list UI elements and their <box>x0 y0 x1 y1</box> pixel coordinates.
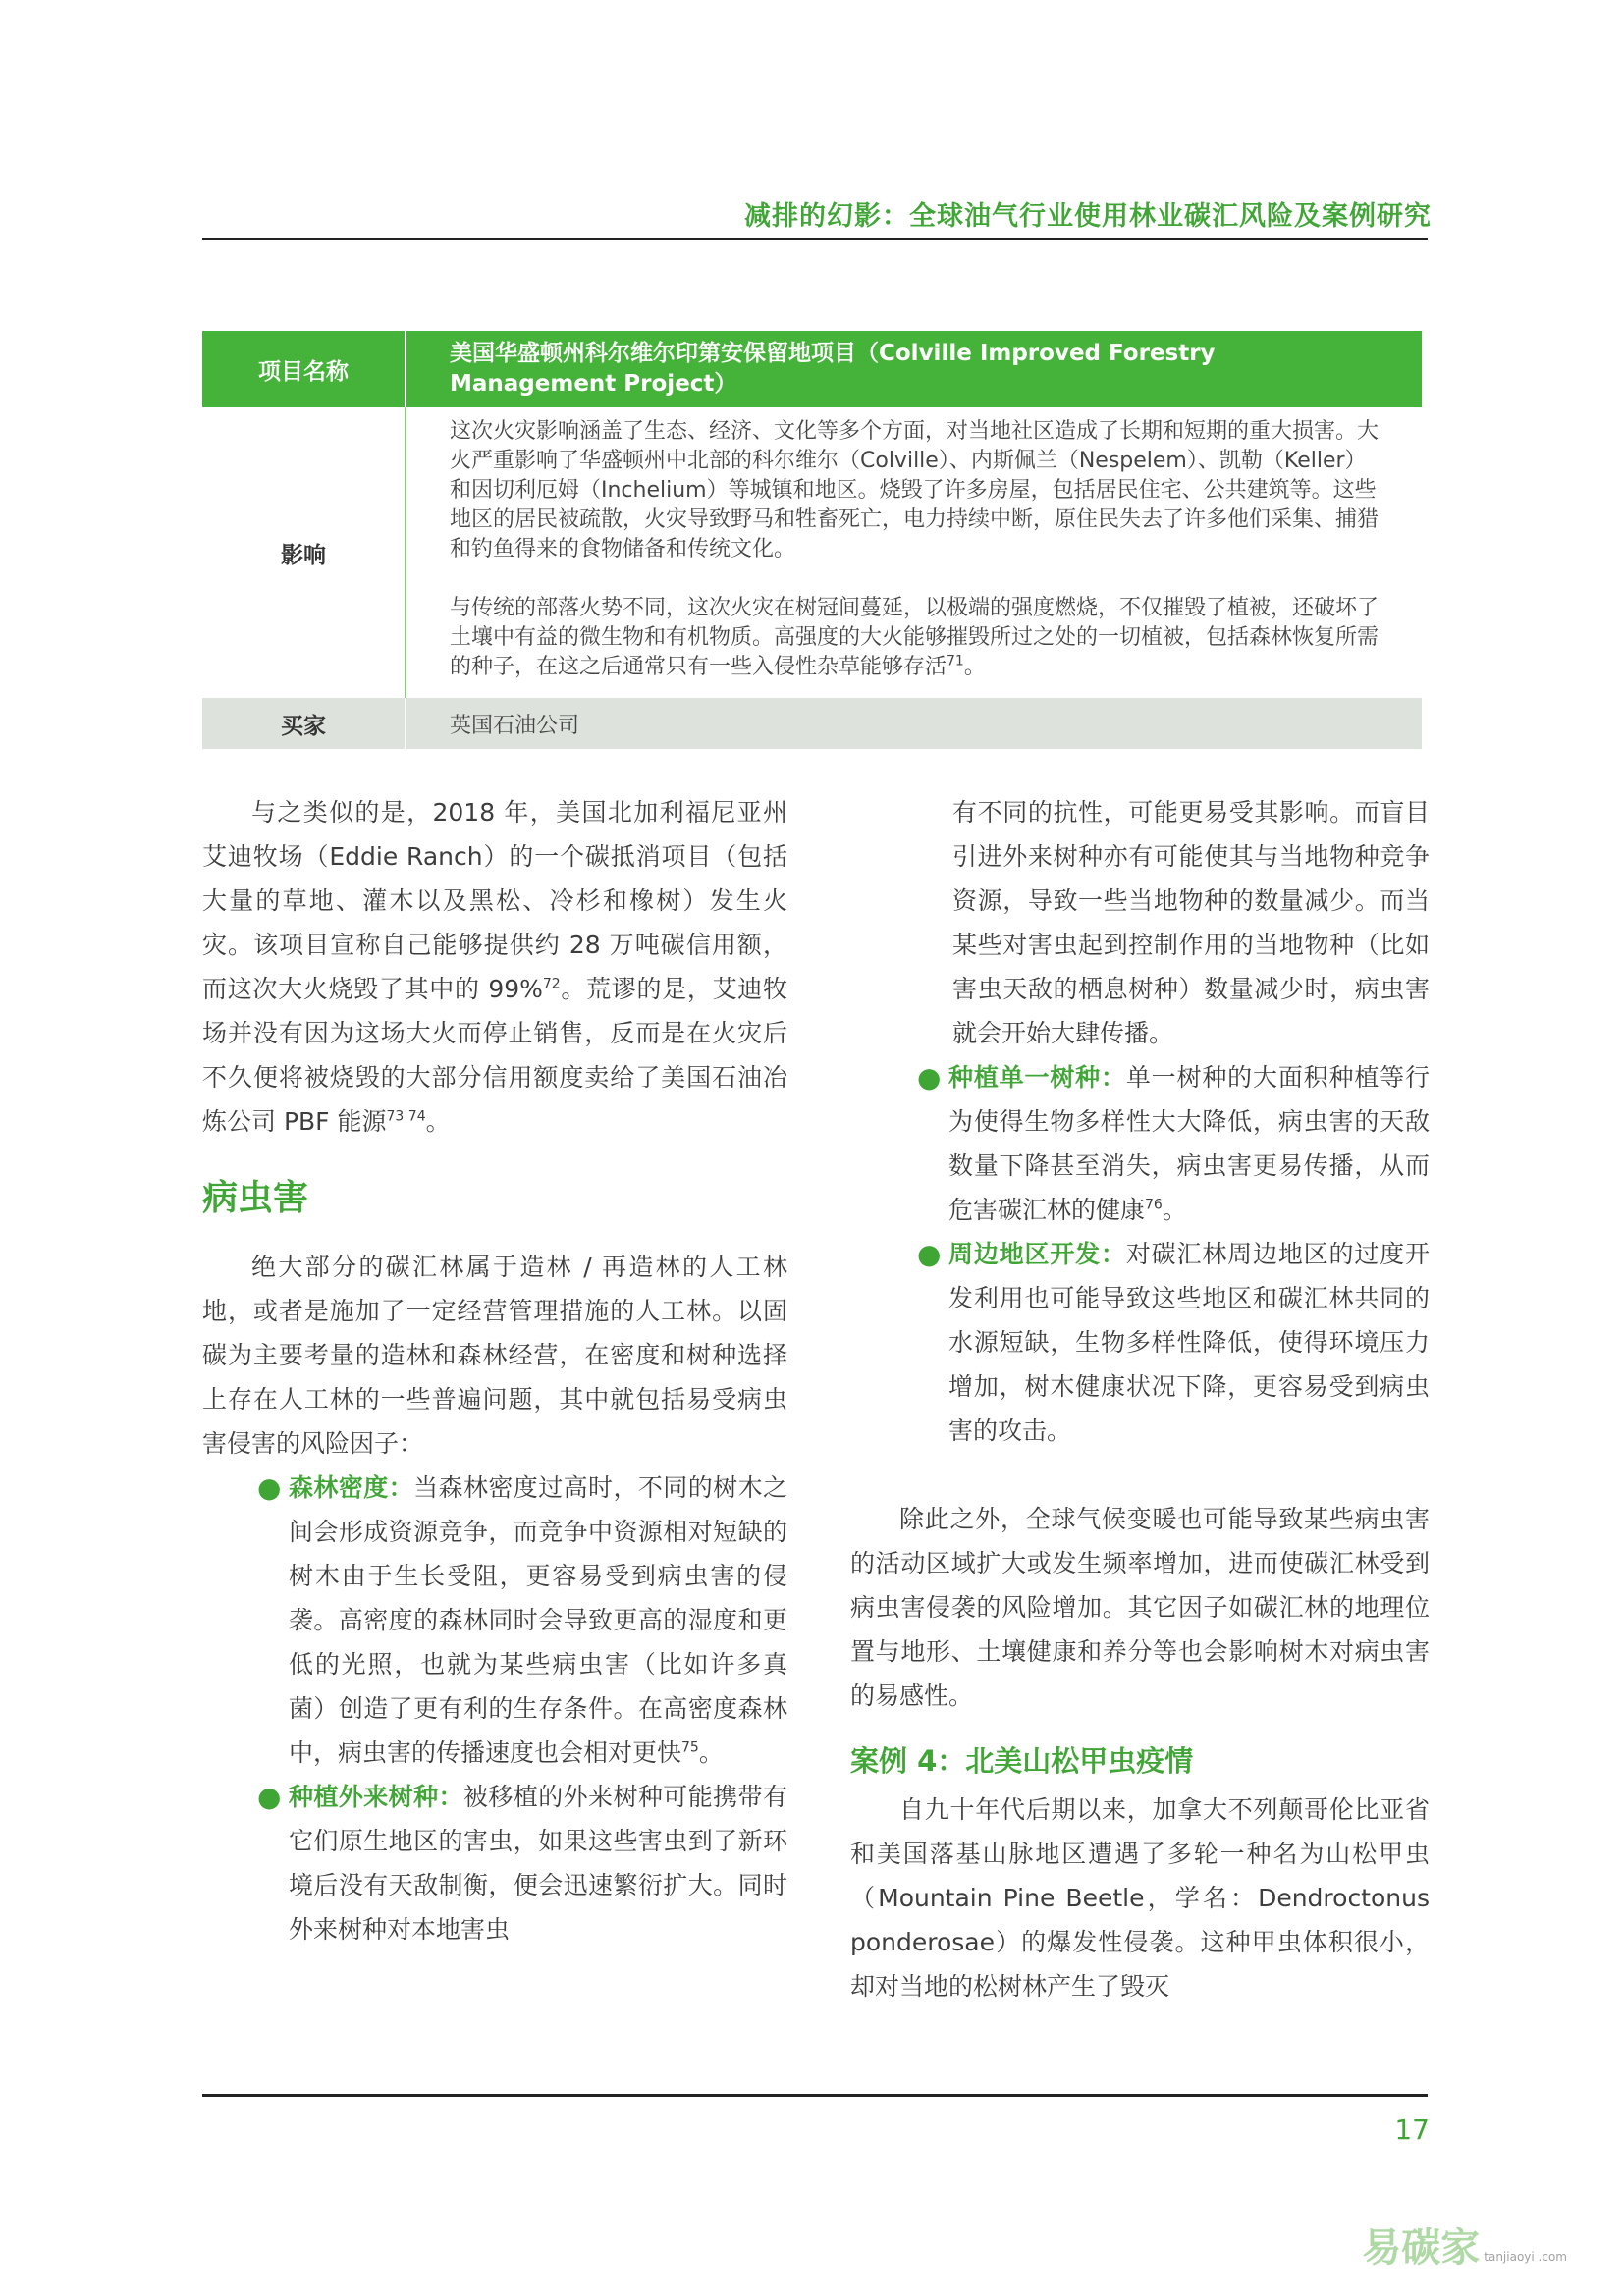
impact-label: 影响 <box>202 407 406 698</box>
bullet-item: ● 种植单一树种：单一树种的大面积种植等行为使得生物多样性大大降低，病虫害的天敌数量下降甚至消失，病虫害更易传播，从而危害碳汇林的健康$^{76}$。 <box>917 1055 1430 1232</box>
section-title: 病虫害 <box>202 1178 309 1218</box>
bullet-term: 周边地区开发： <box>948 1240 1126 1268</box>
body-paragraph: 除此之外，全球气候变暖也可能导致某些病虫害的活动区域扩大或发生频率增加，进而使碳汇林受到病虫害侵袭的风险增加。其它因子如碳汇林的地理位置与地形、土壤健康和养分等也会影响树木对病虫害的易感性。 <box>850 1505 1430 1710</box>
footnote-ref[interactable]: 73 74 <box>386 1108 426 1125</box>
running-header: 减排的幻影：全球油气行业使用林业碳汇风险及案例研究 <box>744 201 1432 232</box>
left-column <box>202 790 787 1951</box>
footnote-ref[interactable]: 76 <box>1145 1197 1163 1213</box>
case-title: 案例 4：北美山松甲虫疫情 <box>850 1744 1194 1778</box>
right-column <box>850 790 1430 2008</box>
table-row <box>202 331 1422 407</box>
bullet-term: 种植单一树种： <box>948 1063 1126 1092</box>
buyer-value: 英国石油公司 <box>406 698 1422 749</box>
watermark-logo: 易碳家 tanjiaoyi .com <box>1362 2225 1567 2270</box>
bullet-continuation: 有不同的抗性，可能更易受其影响。而盲目引进外来树种亦有可能使其与当地物种竞争资源，导致一些当地物种的数量减少。而当某些对害虫起到控制作用的当地物种（比如害虫天敌的栖息树种）数量减少时，病虫害就会开始大肆传播。 <box>952 798 1430 1047</box>
bullet-dot-icon: ● <box>917 1238 942 1270</box>
footer-rule <box>202 2094 1428 2097</box>
table-row <box>202 698 1422 749</box>
bullet-term: 种植外来树种： <box>289 1783 463 1811</box>
project-info-table <box>202 331 1422 749</box>
bullet-item: ● 种植外来树种：被移植的外来树种可能携带有它们原生地区的害虫，如果这些害虫到了新环境后没有天敌制衡，便会迅速繁衍扩大。同时外来树种对本地害虫 <box>257 1775 787 1951</box>
bullet-dot-icon: ● <box>257 1781 282 1813</box>
page-number: 17 <box>1394 2113 1430 2146</box>
bullet-term: 森林密度： <box>289 1473 414 1502</box>
buyer-label: 买家 <box>202 698 406 749</box>
bullet-item: ● 周边地区开发：对碳汇林周边地区的过度开发利用也可能导致这些地区和碳汇林共同的水源短缺，生物多样性降低，使得环境压力增加，树木健康状况下降，更容易受到病虫害的攻击。 <box>917 1232 1430 1453</box>
body-paragraph: 自九十年代后期以来，加拿大不列颠哥伦比亚省和美国落基山脉地区遭遇了多轮一种名为山松甲虫（Mountain Pine Beetle，学名：Dendroctonus ponderosae）的爆发性侵袭。这种甲虫体积很小，却对当地的松树林产生了毁灭 <box>850 1795 1430 2001</box>
bullet-dot-icon: ● <box>257 1471 282 1504</box>
impact-paragraph: 这次火灾影响涵盖了生态、经济、文化等多个方面，对当地社区造成了长期和短期的重大损害。大火严重影响了华盛顿州中北部的科尔维尔（Colville）、内斯佩兰（Nespelem）、凯勒（Keller）和因切利厄姆（Inchelium）等城镇和地区。烧毁了许多房屋，包括居民住宅、公共建筑等。这些地区的居民被疏散，火灾导致野马和牲畜死亡，电力持续中断，原住民失去了许多他们采集、捕猎和钓鱼得来的食物储备和传统文化。 <box>450 419 1380 561</box>
footnote-ref[interactable]: 75 <box>681 1739 699 1756</box>
impact-value <box>406 407 1422 698</box>
footnote-ref[interactable]: 72 <box>542 976 561 992</box>
body-paragraph: 与之类似的是，2018 年，美国北加利福尼亚州艾迪牧场（Eddie Ranch）的一个碳抵消项目（包括大量的草地、灌木以及黑松、冷杉和橡树）发生火灾。该项目宣称自己能够提供约 28 万吨碳信用额，而这次大火烧毁了其中的 99%$^{72}$。荒谬的是，艾迪牧场并没有因为这场大火而停止销售，反而是在火灾后不久便将被烧毁的大部分信用额度卖给了美国石油冶炼公司 PBF 能源$^{73 74}$。 <box>202 798 787 1136</box>
header-rule <box>202 238 1428 240</box>
body-paragraph: 绝大部分的碳汇林属于造林 / 再造林的人工林地，或者是施加了一定经营管理措施的人工林。以固碳为主要考量的造林和森林经营，在密度和树种选择上存在人工林的一些普遍问题，其中就包括易受病虫害侵害的风险因子： <box>202 1253 787 1458</box>
bullet-dot-icon: ● <box>917 1061 942 1094</box>
footnote-ref[interactable]: 71 <box>947 653 964 669</box>
table-row <box>202 407 1422 698</box>
project-name-label: 项目名称 <box>202 331 406 407</box>
impact-paragraph: 与传统的部落火势不同，这次火灾在树冠间蔓延，以极端的强度燃烧，不仅摧毁了植被，还破坏了土壤中有益的微生物和有机物质。高强度的大火能够摧毁所过之处的一切植被，包括森林恢复所需的种子，在这之后通常只有一些入侵性杂草能够存活$^{71}$。 <box>450 596 1380 679</box>
project-name-value: 美国华盛顿州科尔维尔印第安保留地项目（Colville Improved Forestry Management Project） <box>406 331 1422 407</box>
bullet-item: ● 森林密度：当森林密度过高时，不同的树木之间会形成资源竞争，而竞争中资源相对短缺的树木由于生长受阻，更容易受到病虫害的侵袭。高密度的森林同时会导致更高的湿度和更低的光照，也就为某些病虫害（比如许多真菌）创造了更有利的生存条件。在高密度森林中，病虫害的传播速度也会相对更快$^{75}$。 <box>257 1466 787 1775</box>
